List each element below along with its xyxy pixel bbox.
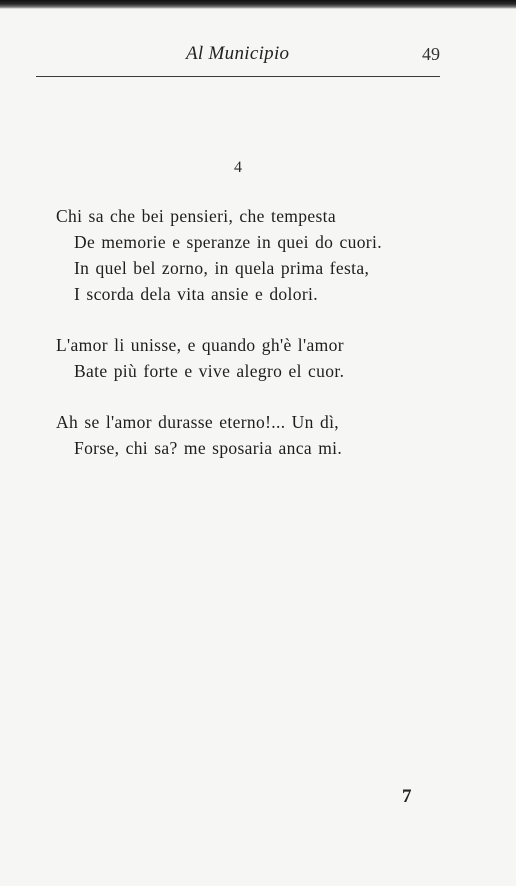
stanza-2 <box>56 332 344 384</box>
stanza-3 <box>56 409 342 461</box>
verse-line: De memorie e speranze in quei do cuori. <box>74 232 382 252</box>
verse-line: Chi sa che bei pensieri, che tempesta <box>56 206 336 226</box>
verse-line: Ah se l'amor durasse eterno!... Un dì, <box>56 412 340 432</box>
header-rule <box>36 76 440 77</box>
section-number: 4 <box>234 159 242 176</box>
running-title: Al Municipio <box>186 43 290 64</box>
page-number: 49 <box>422 44 440 64</box>
verse-line: I scorda dela vita ansie e dolori. <box>74 284 318 304</box>
page-top-edge <box>0 0 516 9</box>
verse-line: Bate più forte e vive alegro el cuor. <box>74 361 345 381</box>
verse-line: Forse, chi sa? me sposaria anca mi. <box>74 438 343 458</box>
signature-mark: 7 <box>402 786 412 807</box>
stanza-1 <box>56 203 382 307</box>
verse-line: L'amor li unisse, e quando gh'è l'amor <box>56 335 344 355</box>
verse-line: In quel bel zorno, in quela prima festa, <box>74 258 370 278</box>
